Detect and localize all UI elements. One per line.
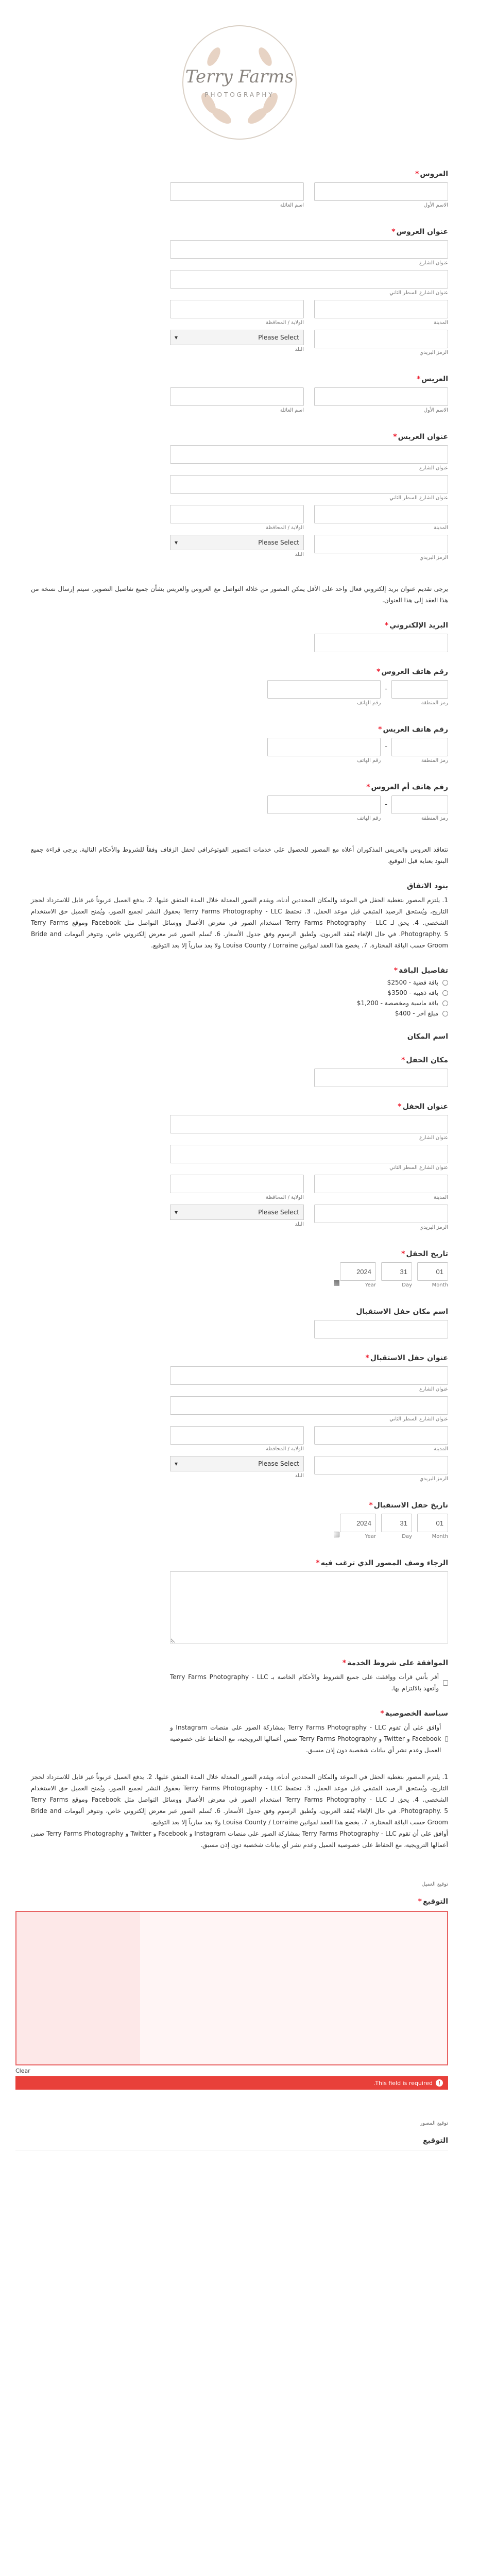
required-marker: * [366, 783, 370, 791]
bride-state-sub: الولاية / المحافظة [265, 320, 304, 326]
reception-country-value: Please Select [258, 1460, 299, 1467]
terms-paragraph-repeat: 1. يلتزم المصور بتغطية الحفل في الموعد والمكان المحددين أدناه، ويقدم الصور المعدلة خلال المدة المتفق عليها. 2. يدفع العميل عربوناً غير قابل للاسترداد لحجز التاريخ، ويُستحق الرصيد المتبقي قبل موعد الحفل. 3. تحتفظ Terry Farms Photography - LLC بحقوق النشر لجميع الصور، ويُمنح العميل حق الاستخدام الشخصي. 4. يحق لـ Terry Farms Photography - LLC استخدام الصور في معرض الأعمال ووسائل التواصل مثل Facebook وموقع Terry Farms Photography. 5. في حال الإلغاء يُفقد العربون، وتُطبق الرسوم وفق جدول الأسعار. 6. تُسلم الصور عبر معرض إلكتروني خاص، وتتوفر ألبومات Bride and Groom حسب الباقة المختارة. 7. يخضع هذا العقد لقوانين Louisa County / Lorraine ولا يعد سارياً إلا بعد التوقيع. [31, 1773, 449, 1826]
reception-country-select[interactable] [170, 1456, 304, 1471]
reception-city-input[interactable] [314, 1426, 448, 1445]
bride-phone-field [170, 668, 448, 710]
package-option-label: باقة ماسية ومخصصة - 1,200$ [356, 999, 438, 1007]
email-input[interactable] [314, 634, 448, 652]
chevron-down-icon: ▾ [175, 539, 178, 546]
bride-phone-number-sub: رقم الهاتف [357, 700, 381, 706]
groom-street2-sub: عنوان الشارع السطر الثاني [389, 495, 448, 501]
phone-separator: - [385, 743, 387, 751]
bride-phone-label: رقم هاتف العروس [381, 668, 448, 676]
reception-street2-input[interactable] [170, 1396, 448, 1415]
error-icon: ! [436, 2079, 443, 2087]
clear-signature-button[interactable]: Clear [15, 2067, 30, 2074]
signature-title: توقيع العميل [421, 1882, 448, 1887]
reception-country-sub: البلد [295, 1473, 304, 1479]
required-marker: * [342, 1659, 347, 1667]
groom-city-input[interactable] [314, 505, 448, 523]
groom-first-name-input[interactable] [314, 387, 448, 406]
groom-country-value: Please Select [258, 539, 299, 546]
required-marker: * [398, 1103, 402, 1111]
mother-phone-number-input[interactable] [267, 795, 381, 814]
ceremony-street-input[interactable] [170, 1115, 448, 1133]
notes-textarea[interactable] [170, 1571, 448, 1643]
logo-wreath-icon [173, 15, 306, 149]
ceremony-street2-sub: عنوان الشارع السطر الثاني [389, 1165, 448, 1171]
privacy-paragraph-repeat: أوافق على أن تقوم Terry Farms Photography - LLC بمشاركة الصور على منصات Instagram و Facebook و Twitter و Terry Farms Photography ضمن أعمالها الترويجية، مع الحفاظ على خصوصية العميل وعدم نشر أي بيانات شخصية دون إذن مسبق. [31, 1830, 448, 1849]
email-label: البريد الإلكتروني [389, 621, 448, 630]
ceremony-city-input[interactable] [314, 1175, 448, 1193]
reception-month-input[interactable] [417, 1514, 448, 1532]
notes-label: الرجاء وصف المصور الذي ترغب فيه [320, 1559, 448, 1567]
radio-icon [442, 980, 448, 986]
mother-phone-label: رقم هاتف أم العروس [371, 783, 448, 791]
groom-last-name-input[interactable] [170, 387, 304, 406]
bride-phone-area-sub: رمز المنطقة [421, 700, 448, 706]
year-sub: Year [365, 1534, 376, 1539]
package-option-label: باقة ذهبية - 3500$ [387, 989, 438, 996]
bride-country-select[interactable] [170, 330, 304, 345]
month-sub: Month [432, 1282, 448, 1288]
package-option[interactable] [170, 989, 448, 996]
reception-label: اسم مكان حفل الاستقبال [356, 1308, 448, 1316]
ceremony-zip-sub: الرمز البريدي [419, 1225, 448, 1230]
terms-paragraph: 1. يلتزم المصور بتغطية الحفل في الموعد والمكان المحددين أدناه، ويقدم الصور المعدلة خلال المدة المتفق عليها. 2. يدفع العميل عربوناً غير قابل للاسترداد لحجز التاريخ، ويُستحق الرصيد المتبقي قبل موعد الحفل. 3. تحتفظ Terry Farms Photography - LLC بحقوق النشر لجميع الصور، ويُمنح العميل حق الاستخدام الشخصي. 4. يحق لـ Terry Farms Photography - LLC استخدام الصور في معرض الأعمال ووسائل التواصل مثل Facebook وموقع Terry Farms Photography. 5. في حال الإلغاء يُفقد العربون، وتُطبق الرسوم وفق جدول الأسعار. 6. تُسلم الصور عبر معرض إلكتروني خاص، وتتوفر ألبومات Bride and Groom حسب الباقة المختارة. 7. يخضع هذا العقد لقوانين Louisa County / Lorraine ولا يعد سارياً إلا بعد التوقيع. [31, 896, 449, 949]
ceremony-year-input[interactable] [340, 1262, 376, 1281]
calendar-icon[interactable]: ▦ [333, 1530, 340, 1538]
venue-field [170, 1032, 448, 1041]
checkbox-icon [445, 1736, 448, 1742]
signature-pad[interactable] [15, 1911, 448, 2065]
required-marker: * [415, 170, 419, 178]
required-marker: * [401, 1250, 405, 1258]
email-field [170, 621, 448, 652]
bride-city-input[interactable] [314, 300, 448, 318]
package-option-label: باقة فضية - 2500$ [387, 979, 438, 986]
bride-street-input[interactable] [170, 240, 448, 259]
phone-separator: - [385, 801, 387, 808]
groom-address-field [170, 433, 448, 565]
bride-phone-number-input[interactable] [267, 680, 381, 699]
reception-input[interactable] [314, 1320, 448, 1338]
phone-separator: - [385, 685, 387, 693]
groom-state-input[interactable] [170, 505, 304, 523]
mother-phone-number-sub: رقم الهاتف [357, 816, 381, 821]
required-marker: * [401, 1056, 405, 1064]
bride-city-sub: المدينة [433, 320, 448, 326]
reception-address-label: عنوان حفل الاستقبال [370, 1354, 448, 1362]
reception-city-sub: المدينة [433, 1446, 448, 1452]
bride-phone-area-input[interactable] [391, 680, 448, 699]
reception-zip-input[interactable] [314, 1456, 448, 1475]
packages-field [170, 967, 448, 1017]
intro-paragraph: يرجى تقديم عنوان بريد إلكتروني فعال واحد على الأقل يمكن المصور من خلاله التواصل مع العروس والعريس بشأن جميع تفاصيل التصوير. سيتم إرسال نسخة من هذا العقد إلى هذا العنوان. [31, 585, 448, 604]
required-marker: * [391, 228, 396, 236]
required-marker: * [418, 1897, 422, 1906]
day-sub: Day [402, 1282, 412, 1288]
error-bar [15, 2076, 448, 2090]
ceremony-state-input[interactable] [170, 1175, 304, 1193]
signature-label: التوقيع [423, 1897, 448, 1906]
ceremony-state-sub: الولاية / المحافظة [265, 1195, 304, 1200]
required-marker: * [378, 725, 382, 734]
consent-label: الموافقة على شروط الخدمة [347, 1659, 448, 1667]
consent-field [170, 1659, 448, 1694]
venue-label: اسم المكان [407, 1032, 448, 1041]
notes-field [170, 1559, 448, 1643]
groom-zip-sub: الرمز البريدي [419, 555, 448, 561]
brand-logo [31, 0, 448, 155]
privacy-text: أوافق على أن تقوم Terry Farms Photography - LLC بمشاركة الصور على منصات Instagram و Facebook و Twitter و Terry Farms Photography ضمن أعمالها الترويجية، مع الحفاظ على خصوصية العميل وعدم نشر أي بيانات شخصية دون إذن مسبق. [170, 1724, 441, 1754]
groom-street2-input[interactable] [170, 475, 448, 494]
package-option-label: مبلغ آخر - 400$ [395, 1010, 438, 1017]
chevron-down-icon: ▾ [175, 334, 178, 341]
bride-zip-input[interactable] [314, 330, 448, 348]
signature2-label: التوقيع [423, 2137, 448, 2145]
ceremony-city-sub: المدينة [433, 1195, 448, 1200]
groom-phone-area-input[interactable] [391, 738, 448, 756]
reception-field [170, 1308, 448, 1338]
privacy-label: سياسة الخصوصية [385, 1709, 448, 1718]
bride-street-sub: عنوان الشارع [419, 260, 448, 266]
groom-phone-number-input[interactable] [267, 738, 381, 756]
required-marker: * [377, 668, 381, 676]
groom-first-sub: الاسم الأول [423, 408, 448, 413]
groom-name-field [170, 375, 448, 417]
groom-address-label: عنوان العريس [398, 433, 448, 441]
consent-checkbox[interactable] [170, 1671, 448, 1694]
privacy-field [170, 1709, 448, 1756]
bride-address-field [170, 228, 448, 360]
radio-icon [442, 1011, 448, 1016]
mother-phone-area-input[interactable] [391, 795, 448, 814]
month-sub: Month [432, 1534, 448, 1539]
bride-address-label: عنوان العروس [396, 228, 448, 236]
groom-city-sub: المدينة [433, 525, 448, 531]
ceremony-date-label: تاريخ الحفل [406, 1250, 448, 1258]
consent-text: أقر بأنني قرأت ووافقت على جميع الشروط والأحكام الخاصة بـ Terry Farms Photography - LLC وأتعهد بالالتزام بها. [170, 1673, 439, 1692]
required-marker: * [394, 967, 398, 975]
day-sub: Day [402, 1534, 412, 1539]
groom-zip-input[interactable] [314, 535, 448, 553]
reception-state-sub: الولاية / المحافظة [265, 1446, 304, 1452]
required-marker: * [384, 621, 389, 630]
groom-country-select[interactable] [170, 535, 304, 550]
bride-zip-sub: الرمز البريدي [419, 350, 448, 355]
groom-state-sub: الولاية / المحافظة [265, 525, 304, 531]
agreement-intro: تتعاقد العروس والعريس المذكوران أعلاه مع المصور للحصول على خدمات التصوير الفوتوغرافي لحفل الزفاف وفقاً للشروط والأحكام التالية. يرجى قراءة جميع البنود بعناية قبل التوقيع. [31, 846, 448, 865]
groom-street-sub: عنوان الشارع [419, 465, 448, 471]
reception-date-field [170, 1501, 448, 1544]
packages-label: تفاصيل الباقة [399, 967, 448, 975]
reception-zip-sub: الرمز البريدي [419, 1476, 448, 1482]
ceremony-label: مكان الحفل [406, 1056, 448, 1064]
reception-street2-sub: عنوان الشارع السطر الثاني [389, 1416, 448, 1422]
bride-first-sub: الاسم الأول [423, 202, 448, 208]
groom-phone-label: رقم هاتف العريس [383, 725, 448, 734]
error-text: This field is required. [373, 2079, 433, 2087]
bride-last-name-input[interactable] [170, 182, 304, 201]
groom-phone-field [170, 725, 448, 768]
ceremony-field [170, 1056, 448, 1087]
package-option[interactable] [170, 1010, 448, 1017]
chevron-down-icon: ▾ [175, 1460, 178, 1467]
ceremony-day-input[interactable] [381, 1262, 412, 1281]
mother-phone-field [170, 783, 448, 825]
radio-icon [442, 990, 448, 996]
signature2-title: توقيع المصور [420, 2121, 448, 2126]
bride-first-name-input[interactable] [314, 182, 448, 201]
ceremony-zip-input[interactable] [314, 1205, 448, 1223]
ceremony-street-sub: عنوان الشارع [419, 1135, 448, 1141]
ceremony-input[interactable] [314, 1069, 448, 1087]
signature2-pad[interactable] [15, 2150, 448, 2304]
ceremony-address-label: عنوان الحفل [402, 1103, 448, 1111]
ceremony-country-sub: البلد [295, 1222, 304, 1227]
bride-name-field [170, 170, 448, 212]
ceremony-address-field [170, 1103, 448, 1234]
calendar-icon[interactable]: ▦ [333, 1279, 340, 1287]
logo-title: Terry Farms [185, 66, 294, 87]
required-marker: * [416, 375, 421, 383]
required-marker: * [380, 1709, 384, 1718]
radio-icon [442, 1001, 448, 1006]
logo-subtitle: PHOTOGRAPHY [204, 91, 275, 98]
groom-phone-area-sub: رمز المنطقة [421, 758, 448, 764]
reception-year-input[interactable] [340, 1514, 376, 1532]
agreement-form [170, 170, 448, 565]
groom-phone-number-sub: رقم الهاتف [357, 758, 381, 764]
required-marker: * [369, 1501, 373, 1510]
bride-last-sub: اسم العائلة [280, 202, 304, 208]
bride-street2-input[interactable] [170, 270, 448, 289]
ceremony-street2-input[interactable] [170, 1145, 448, 1163]
groom-name-label: العريس [421, 375, 448, 383]
required-marker: * [365, 1354, 369, 1362]
reception-street-sub: عنوان الشارع [419, 1386, 448, 1392]
mother-phone-area-sub: رمز المنطقة [421, 816, 448, 821]
required-marker: * [316, 1559, 320, 1567]
bride-name-label: العروس [420, 170, 448, 178]
ceremony-month-input[interactable] [417, 1262, 448, 1281]
package-option[interactable] [170, 979, 448, 986]
ceremony-date-field [170, 1250, 448, 1292]
bride-country-sub: البلد [295, 347, 304, 352]
reception-street-input[interactable] [170, 1366, 448, 1385]
package-option[interactable] [170, 999, 448, 1007]
groom-country-sub: البلد [295, 552, 304, 557]
groom-last-sub: اسم العائلة [280, 408, 304, 413]
chevron-down-icon: ▾ [175, 1209, 178, 1216]
ceremony-country-value: Please Select [258, 1209, 299, 1216]
required-marker: * [393, 433, 397, 441]
reception-address-field [170, 1354, 448, 1486]
bride-street2-sub: عنوان الشارع السطر الثاني [389, 290, 448, 296]
terms-title: بنود الاتفاق [406, 882, 448, 890]
reception-date-label: تاريخ حفل الاستقبال [373, 1501, 448, 1510]
reception-state-input[interactable] [170, 1426, 304, 1445]
privacy-checkbox[interactable] [170, 1722, 448, 1756]
reception-day-input[interactable] [381, 1514, 412, 1532]
bride-country-value: Please Select [258, 334, 299, 341]
ceremony-country-select[interactable] [170, 1205, 304, 1220]
checkbox-icon [443, 1680, 448, 1686]
bride-state-input[interactable] [170, 300, 304, 318]
groom-street-input[interactable] [170, 445, 448, 464]
year-sub: Year [365, 1282, 376, 1288]
